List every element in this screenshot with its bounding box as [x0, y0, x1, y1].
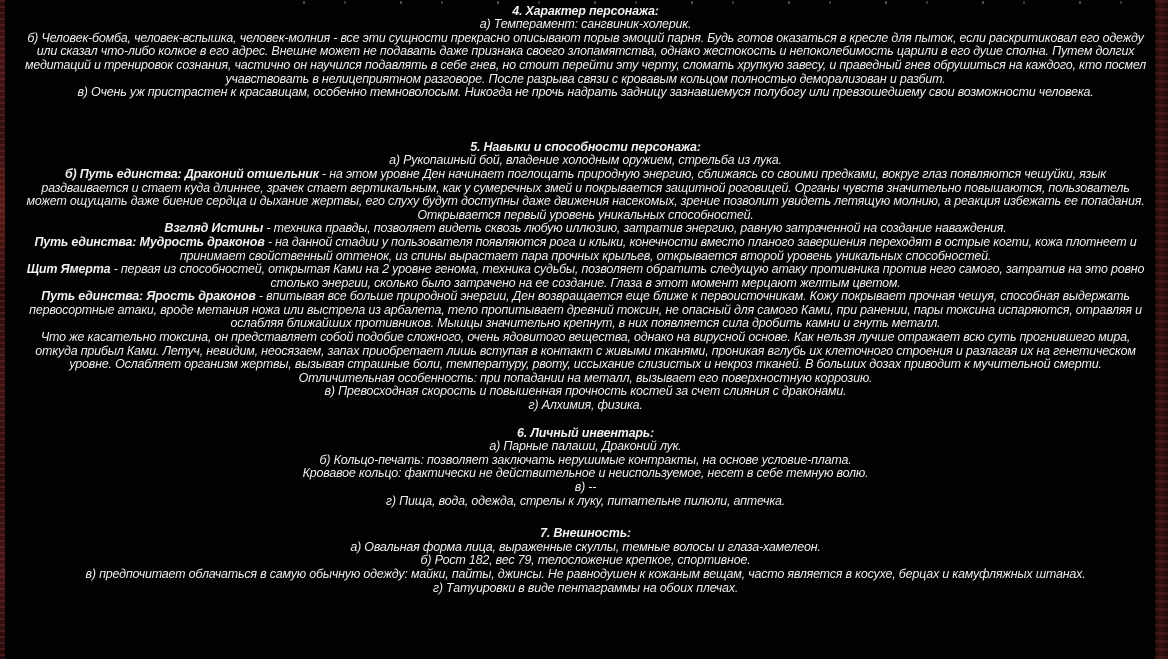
text-segment: - на этом уровне Ден начинает поглощать природную энергию, сближаясь со своими предками, вокруг глаз появляются чешуйки, язык раздваивается и стает куда длиннее, зрачек стает вертикальным, как у сумеречных змей и покрывается защитной роговицей. Органы чувств значительно повышаются, пользователь может ощущать даже биение сердца и дыхание жертвы, его слуху будут доступны даже движения насекомых, зрение позволит увидеть летящую молнию, а реакция избежать ее попадания. Открывается первый уровень уникальных способностей.	[26, 166, 1145, 222]
paragraph	[20, 154, 1151, 168]
paragraph	[20, 454, 1151, 468]
paragraph	[20, 86, 1151, 100]
text-segment: г) Алхимия, физика.	[528, 398, 643, 413]
bold-text-segment: Взгляд Истины	[164, 221, 264, 236]
paragraph	[20, 168, 1151, 222]
section-6	[20, 427, 1151, 509]
text-segment: - на данной стадии у пользователя появляются рога и клыки, конечности вместо планого завершения переходят в острые когти, кожа плотнеет и принимает свойственный оттенок, из спины вырастает пара прочных крыльев, открывается второй уровень уникальных способностей.	[179, 234, 1137, 263]
paragraph	[20, 495, 1151, 509]
right-border-texture	[1154, 0, 1168, 659]
section-4	[20, 5, 1151, 100]
paragraph	[20, 236, 1151, 263]
text-segment: в) --	[574, 480, 597, 494]
paragraph	[20, 554, 1151, 568]
paragraph	[20, 541, 1151, 555]
paragraph	[20, 222, 1151, 236]
section-7-title: 7. Внешность:	[540, 526, 631, 541]
text-segment: - первая из способностей, открытая Ками на 2 уровне генома, техника судьбы, позволяет обратить следущую атаку противника против него самого, затратив на это ровно столько энергии, сколько было затрачено на ее создание. Глаза в этот момент мерцают желтым цветом.	[110, 262, 1145, 290]
paragraph	[20, 385, 1151, 399]
text-segment: Кровавое кольцо: фактически не действительное и неиспользуемое, несет в себе темную волю.	[302, 466, 869, 481]
bold-text-segment: Путь единства: Ярость драконов	[41, 289, 256, 304]
text-segment: г) Пища, вода, одежда, стрелы к луку, питательне пилюли, аптечка.	[385, 493, 786, 508]
section-4-title: 4. Характер персонажа:	[512, 3, 659, 18]
text-segment: в) предпочитает облачаться в самую обычную одежду: майки, пайты, джинсы. Не равнодушен к кожаным вещам, часто является в косухе, берцах и камуфляжных штанах.	[85, 566, 1086, 581]
paragraph	[20, 440, 1151, 454]
paragraph	[20, 582, 1151, 596]
section-7	[20, 527, 1151, 595]
paragraph	[20, 263, 1151, 290]
bold-text-segment: б) Путь единства: Драконий отшельник	[64, 166, 319, 181]
paragraph	[20, 32, 1151, 86]
text-segment: - техника правды, позволяет видеть сквозь любую иллюзию, затратив энергию, равную затраченной на создание наваждения.	[263, 221, 1007, 236]
text-segment: б) Человек-бомба, человек-вспышка, человек-молния - все эти сущности прекрасно описывают порыв эмоций парня. Будь готов оказаться в кресле для пыток, если раскритиковал его одежду или сказал что-либо колкое в его адрес. Внешне может не подавать даже признака своего злопамятства, однако жестокость и непоколебимость царили в его душе сполна. Путем долгих медитаций и тренировок сознания, частично он научился подавлять в себе гнев, но стоит перейти эту черту, сломать хрупкую завесу, и праведный гнев обрушиться на каждого, кто посмел учавствовать в нелицеприятном разговоре. После разрыва связи с кровавым кольцом полностью деморализован и разбит.	[24, 30, 1147, 86]
section-5-title: 5. Навыки и способности персонажа:	[470, 139, 701, 154]
text-segment: а) Парные палаши, Драконий лук.	[489, 439, 682, 454]
text-segment: а) Рукопашный бой, владение холодным оружием, стрельба из лука.	[389, 153, 782, 168]
paragraph	[20, 18, 1151, 32]
bold-text-segment: Путь единства: Мудрость драконов	[34, 234, 265, 249]
paragraph	[20, 467, 1151, 481]
text-segment: в) Очень уж пристрастен к красавицам, особенно темноволосым. Никогда не прочь надрать задницу зазнавшемуся полубогу или превзошедшему свои возможности человека.	[77, 85, 1094, 100]
text-segment: Что же касательно токсина, он представляет собой подобие сложного, очень ядовитого вещества, однако на вирусной основе. Как нельзя лучше отражает всю суть прогнившего мира, откуда прибыл Ками. Летуч, невидим, неосязаем, запах приобретает лишь вступая в контакт с живыми тканями, проникая вглубь их клеточного строения и разлагая их на генетическом уровне. Ослабляет организм жертвы, вызывая страшные боли, температуру, рвоту, иссыхание слизистых и некроз тканей. В больших дозах приводит к мучительной смерти. Отличительная особенность: при попадании на металл, вызывает его поверхностную коррозию.	[35, 330, 1136, 385]
section-6-title: 6. Личный инвентарь:	[517, 425, 654, 440]
paragraph	[20, 481, 1151, 495]
character-sheet	[20, 0, 1151, 595]
text-segment: в) Превосходная скорость и повышенная прочность костей за счет слияния с драконами.	[324, 384, 847, 399]
clipped-top-line	[20, 0, 1151, 5]
bold-text-segment: Щит Ямерта	[26, 262, 111, 277]
paragraph	[20, 399, 1151, 413]
left-border-texture	[0, 0, 5, 659]
paragraph	[20, 331, 1151, 385]
text-segment: б) Рост 182, вес 79, телосложение крепкое, спортивное.	[420, 553, 751, 568]
text-segment: а) Темперамент: сангвиник-холерик.	[479, 17, 692, 32]
text-segment: - впитывая все больше природной энергии, Ден возвращается еще ближе к первоисточникам. Кожу покрывает прочная чешуя, способная выдержать первосортные атаки, вроде метания ножа или выстрела из арбалета, тело пропитывает древний токсин, не опасный для самого Ками, при ранении, пары токсина испаряются, отравляя и ослабляя ближайших противников. Мышцы значительно крепнут, в них появляется сила дробить камни и гнуть металл.	[29, 289, 1142, 331]
section-5	[20, 141, 1151, 413]
text-segment: б) Кольцо-печать: позволяет заключать нерушимые контракты, на основе условие-плата.	[319, 452, 852, 467]
paragraph	[20, 568, 1151, 582]
text-segment: а) Овальная форма лица, выраженные скуллы, темные волосы и глаза-хамелеон.	[350, 539, 821, 554]
text-segment: г) Татуировки в виде пентаграммы на обоих плечах.	[432, 580, 739, 595]
paragraph	[20, 290, 1151, 331]
